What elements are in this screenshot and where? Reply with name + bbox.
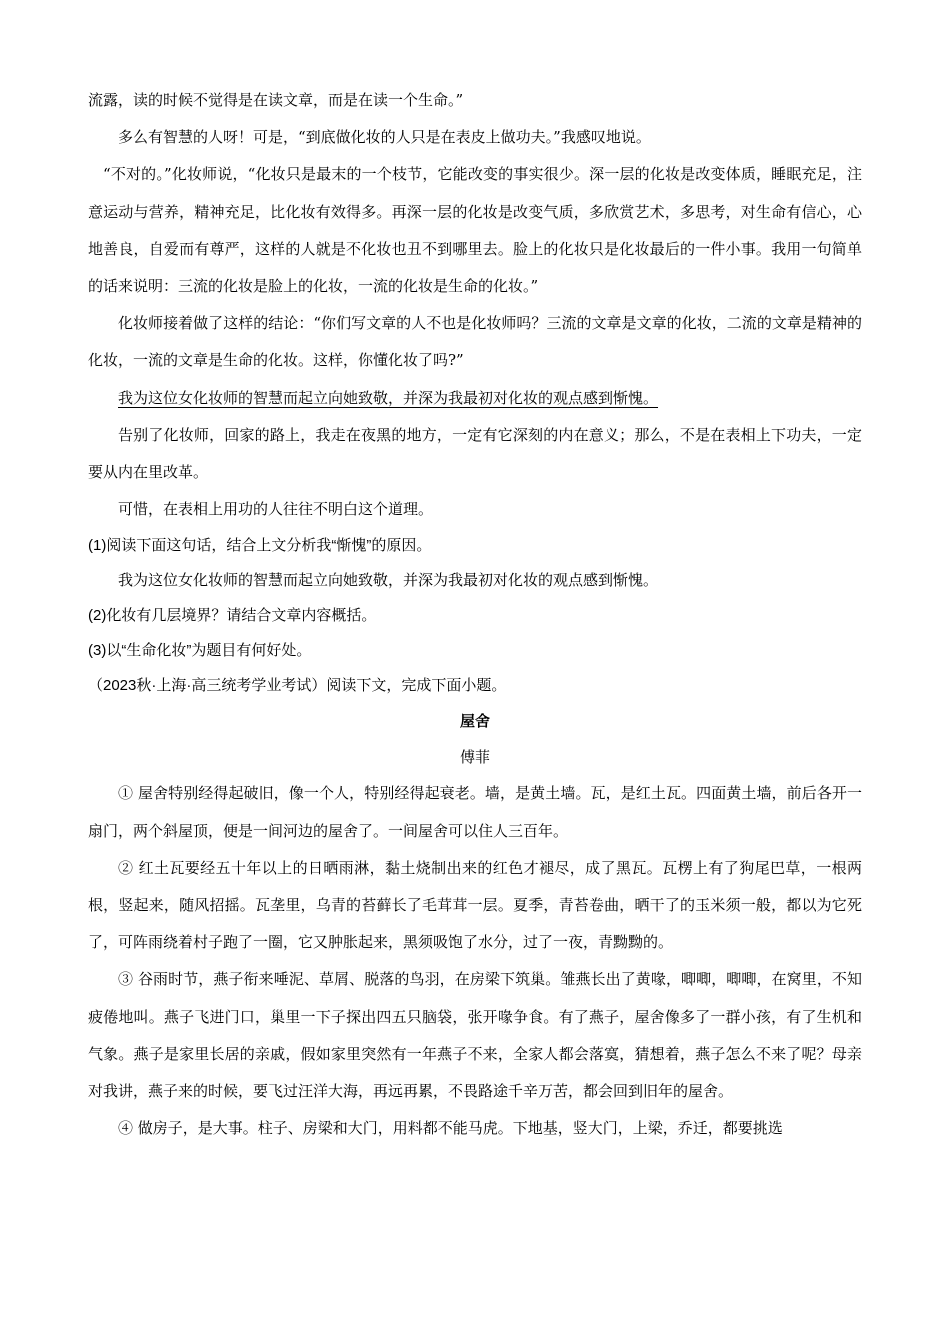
- question-1-quote: 我为这位女化妆师的智慧而起立向她致敬，并深为我最初对化妆的观点感到惭愧。: [118, 572, 659, 590]
- passage1-paragraph-3: “不对的。”化妆师说，“化妆只是最末的一个枝节，它能改变的事实很少。深一层的化妆是改变体质，睡眠充足，注意运动与营养，精神充足，比化妆有效得多。再深一层的化妆是改变气质，多欣赏艺术，多思考，对生命有信心，心地善良，自爱而有尊严，这样的人就是不化妆也丑不到哪里去。脸上的化妆只是化妆最后的一件小事。我用一句简单的话来说明：三流的化妆是脸上的化妆，一流的化妆是生命的化妆。”: [88, 165, 862, 296]
- passage2-paragraph-1: ① 屋舍特别经得起破旧，像一个人，特别经得起衰老。墙，是黄土墙。瓦，是红土瓦。四面黄土墙，前后各开一扇门，两个斜屋顶，便是一间河边的屋舍了。一间屋舍可以住人三百年。: [88, 784, 862, 840]
- question-2: (2)化妆有几层境界？请结合文章内容概括。: [88, 607, 377, 625]
- passage1-paragraph-7: 可惜，在表相上用功的人往往不明白这个道理。: [118, 500, 434, 519]
- passage1-paragraph-2: 多么有智慧的人呀！可是，“到底做化妆的人只是在表皮上做功夫。”我感叹地说。: [118, 128, 651, 147]
- underlined-sentence: 我为这位女化妆师的智慧而起立向她致敬，并深为我最初对化妆的观点感到惭愧。: [118, 388, 659, 407]
- passage1-paragraph-4: 化妆师接着做了这样的结论：“你们写文章的人不也是化妆师吗？三流的文章是文章的化妆，二流的文章是精神的化妆，一流的文章是生命的化妆。这样，你懂化妆了吗?”: [88, 314, 862, 370]
- question-source: （2023秋·上海·高三统考学业考试）阅读下文，完成下面小题。: [88, 677, 507, 695]
- article-title: 屋舍: [459, 712, 490, 731]
- passage2-paragraph-2: ② 红土瓦要经五十年以上的日晒雨淋，黏土烧制出来的红色才褪尽，成了黑瓦。瓦楞上有了狗尾巴草，一根两根，竖起来，随风招摇。瓦垄里，乌青的苔藓长了毛茸茸一层。夏季，青苔卷曲，晒干了的玉米须一般，都以为它死了，可阵雨绕着村子跑了一圈，它又肿胀起来，黑须吸饱了水分，过了一夜，青黝黝的。: [88, 858, 862, 952]
- passage1-paragraph-5-underlined: [88, 380, 862, 417]
- passage1-paragraph-6: 告别了化妆师，回家的路上，我走在夜黑的地方，一定有它深刻的内在意义；那么，不是在表相上下功夫，一定要从内在里改革。: [88, 425, 862, 482]
- passage2-paragraph-4: ④ 做房子，是大事。柱子、房梁和大门，用料都不能马虎。下地基，竖大门，上梁，乔迁，都要挑选: [118, 1119, 783, 1138]
- question-3: (3)以“生命化妆”为题目有何好处。: [88, 642, 312, 660]
- article-author: 傅菲: [459, 748, 490, 767]
- passage1-paragraph-1: 流露，读的时候不觉得是在读文章，而是在读一个生命。”: [88, 91, 464, 109]
- question-1: (1)阅读下面这句话，结合上文分析我“惭愧”的原因。: [88, 537, 432, 555]
- passage2-paragraph-3: ③ 谷雨时节，燕子衔来唾泥、草屑、脱落的鸟羽，在房梁下筑巢。雏燕长出了黄喙，唧唧，唧唧，在窝里，不知疲倦地叫。燕子飞进门口，巢里一下子探出四五只脑袋，张开喙争食。有了燕子，屋舍像多了一群小孩，有了生机和气象。燕子是家里长居的亲戚，假如家里突然有一年燕子不来，全家人都会落寞，猜想着，燕子怎么不来了呢？母亲对我讲，燕子来的时候，要飞过汪洋大海，再远再累，不畏路途千辛万苦，都会回到旧年的屋舍。: [88, 970, 862, 1101]
